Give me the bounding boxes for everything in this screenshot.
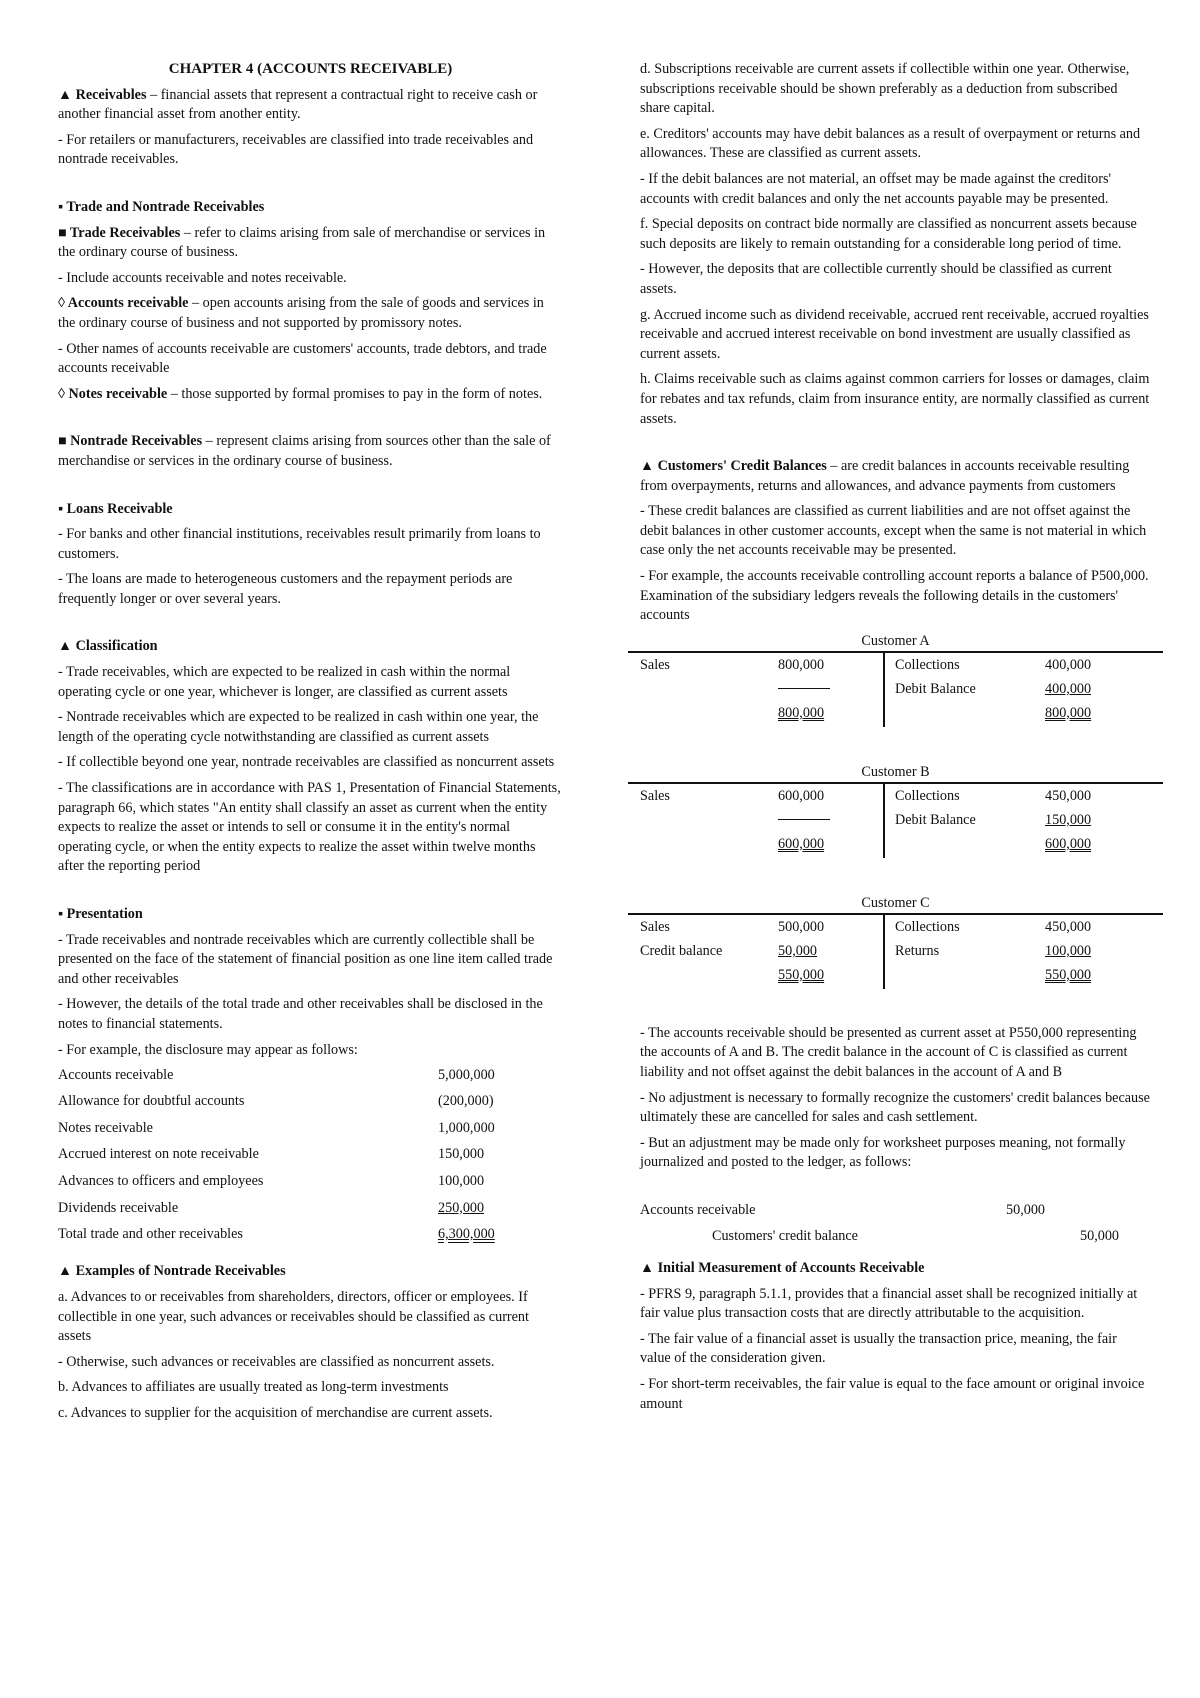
classification-heading-text: ▲ Classification [58, 638, 158, 655]
trade-include-note: - Include accounts receivable and notes receivable. [58, 269, 347, 286]
trade-receivables-definition [58, 224, 563, 263]
item-g: g. Accrued income such as dividend receivable, accrued rent receivable, accrued royalties receivable and accrued interest receivable on bond investment are usually classified as current assets. [640, 306, 1149, 362]
initial-paragraph-1: - PFRS 9, paragraph 5.1.1, provides that a financial asset shall be recognized initially at fair value plus transaction costs that are directly attributable to the acquisition. [640, 1285, 1138, 1322]
presentation-paragraph-3: - For example, the disclosure may appear as follows: [58, 1041, 358, 1058]
loans-paragraph-2: - The loans are made to heterogeneous customers and the repayment periods are frequently longer or over several years. [58, 571, 513, 607]
disclosure-amount: 150,000 [438, 1146, 485, 1163]
worksheet-entry [640, 1201, 1150, 1253]
t-account-label: Sales [640, 918, 670, 935]
item-e: e. Creditors' accounts may have debit balances as a result of overpayment or returns and allowances. These are classified as current assets. [640, 125, 1141, 162]
disclosure-label: Notes receivable [58, 1119, 153, 1136]
ccb-paragraph-2: - These credit balances are classified as current liabilities and are not offset against the debit balances in other customer accounts, except when the same is not material in which case only the net accounts receivable may be presented. [640, 503, 1147, 559]
disclosure-amount: 1,000,000 [438, 1119, 495, 1136]
t-account-label: Returns [895, 942, 940, 959]
t-account-label: Collections [895, 656, 960, 673]
after-paragraph-2: - No adjustment is necessary to formally recognize the customers' credit balances because ultimately these are cancelled for sales and cash settlement. [640, 1089, 1150, 1126]
nontrade-receivables-term: ■ Nontrade Receivables [58, 433, 203, 450]
notes-receivable-term: ◊ Notes receivable [58, 385, 168, 402]
table-row [58, 1195, 503, 1222]
table-row [58, 1062, 503, 1089]
table-row [58, 1089, 503, 1116]
customers-credit-balances-term: ▲ Customers' Credit Balances [640, 458, 827, 475]
presentation-paragraph-1: - Trade receivables and nontrade receivables which are currently collectible shall be presented on the face of the statement of financial position as one line item called trade and other receivables [58, 931, 553, 987]
receivables-definition [58, 86, 563, 125]
t-account-title: Customer B [861, 763, 930, 780]
ccb-paragraph-3: - For example, the accounts receivable controlling account reports a balance of P500,000. Examination of the subsidiary ledgers reveals the following details in the customers' accounts [640, 568, 1149, 624]
accounts-receivable-term: ◊ Accounts receivable [58, 295, 189, 312]
t-account-total: 600,000 [1045, 835, 1092, 852]
disclosure-amount: 100,000 [438, 1173, 485, 1190]
t-account-label: Sales [640, 656, 670, 673]
example-b: b. Advances to affiliates are usually treated as long-term investments [58, 1379, 449, 1396]
t-account-amount: 150,000 [1045, 811, 1092, 828]
t-account-amount: 50,000 [778, 942, 818, 959]
loans-heading-text: ▪ Loans Receivable [58, 500, 173, 517]
classification-paragraph-1: - Trade receivables, which are expected to be realized in cash within the normal operating cycle or one year, whichever is longer, are classified as current assets [58, 664, 511, 700]
receivables-def-text: – financial assets that represent a contractual right to receive cash or another financial asset from another entity. [58, 86, 538, 123]
disclosure-label: Allowance for doubtful accounts [58, 1093, 245, 1110]
classification-paragraph-4: - The classifications are in accordance with PAS 1, Presentation of Financial Statements, paragraph 66, which states "An entity shall classify an asset as current when the entity expects to realize the asset or intends to sell or consume it in the entity's normal operating cycle, or when the entity expects to realize the asset within twelve months after the reporting period [58, 780, 561, 875]
classification-heading [58, 637, 563, 657]
left-column [58, 60, 563, 1429]
disclosure-label: Dividends receivable [58, 1199, 179, 1216]
table-row [58, 1222, 503, 1249]
t-account-label: Collections [895, 918, 960, 935]
after-paragraph-3: - But an adjustment may be made only for worksheet purposes meaning, not formally journalized and posted to the ledger, as follows: [640, 1134, 1126, 1171]
t-account-amount: 400,000 [1045, 680, 1092, 697]
trade-nontrade-heading [58, 198, 563, 218]
entry-credit-amount: 50,000 [1080, 1228, 1120, 1244]
initial-paragraph-2: - The fair value of a financial asset is usually the transaction price, meaning, the fair value of the consideration given. [640, 1330, 1117, 1367]
item-e-note: - If the debit balances are not material, an offset may be made against the creditors' accounts with credit balances and only the net accounts payable may be presented. [640, 170, 1112, 207]
t-account-total: 800,000 [1045, 704, 1092, 721]
t-account-amount: 400,000 [1045, 656, 1092, 673]
disclosure-label: Advances to officers and employees [58, 1173, 264, 1190]
item-f-note: - However, the deposits that are collectible currently should be classified as current assets. [640, 261, 1112, 297]
notes-receivable-definition [58, 385, 563, 405]
t-account-title: Customer A [861, 632, 930, 649]
presentation-heading [58, 905, 563, 925]
disclosure-amount: (200,000) [438, 1093, 494, 1110]
t-account-label: Credit balance [640, 942, 723, 959]
table-row [58, 1115, 503, 1142]
t-account-amount: 600,000 [778, 787, 825, 804]
disclosure-amount: 250,000 [438, 1199, 485, 1216]
initial-paragraph-3: - For short-term receivables, the fair value is equal to the face amount or original invoice amount [640, 1375, 1145, 1412]
t-account-customer-b [628, 763, 1163, 863]
t-account-total: 550,000 [778, 966, 825, 983]
disclosure-label: Accounts receivable [58, 1066, 174, 1083]
ccb-def-text: – are credit balances in accounts receivable resulting from overpayments, returns and allowances, and advance payments from customers [640, 458, 1130, 494]
table-row [58, 1169, 503, 1196]
trade-nontrade-heading-text: ▪ Trade and Nontrade Receivables [58, 198, 265, 215]
disclosure-table [58, 1062, 503, 1248]
entry-credit-label: Customers' credit balance [712, 1228, 858, 1244]
disclosure-amount: 5,000,000 [438, 1066, 495, 1083]
t-account-customer-a [628, 632, 1163, 732]
t-account-amount: 800,000 [778, 656, 825, 673]
t-account-customer-c [628, 894, 1163, 994]
loans-paragraph-1: - For banks and other financial institutions, receivables result primarily from loans to customers. [58, 526, 541, 562]
t-account-total: 550,000 [1045, 966, 1092, 983]
receivables-classification-note: - For retailers or manufacturers, receivables are classified into trade receivables and nontrade receivables. [58, 131, 534, 168]
t-account-total: 800,000 [778, 704, 825, 721]
t-account-amount: 450,000 [1045, 787, 1092, 804]
trade-def-text: – refer to claims arising from sale of merchandise or services in the ordinary course of business. [58, 224, 546, 261]
classification-paragraph-3: - If collectible beyond one year, nontrade receivables are classified as noncurrent assets [58, 754, 555, 771]
nontrade-receivables-definition [58, 432, 563, 471]
entry-debit-label: Accounts receivable [640, 1202, 756, 1218]
t-account-amount: 500,000 [778, 918, 825, 935]
entry-debit-amount: 50,000 [1006, 1202, 1046, 1218]
initial-measurement-heading-text: ▲ Initial Measurement of Accounts Receivable [640, 1260, 925, 1276]
presentation-paragraph-2: - However, the details of the total trade and other receivables shall be disclosed in the notes to financial statements. [58, 996, 543, 1032]
nontrade-def-text: – represent claims arising from sources other than the sale of merchandise or services in the ordinary course of business. [58, 433, 551, 469]
after-paragraph-1: - The accounts receivable should be presented as current asset at P550,000 representing the accounts of A and B. The credit balance in the account of C is classified as current liability and not offset against the debit balances in the account of A and B [640, 1024, 1137, 1081]
presentation-heading-text: ▪ Presentation [58, 906, 143, 922]
t-account-total: 600,000 [778, 835, 825, 852]
example-a: a. Advances to or receivables from shareholders, directors, officer or employees. If collectible in one year, such advances or receivables should be classified as current assets [58, 1288, 529, 1345]
examples-heading-text: ▲ Examples of Nontrade Receivables [58, 1263, 286, 1280]
t-account-title: Customer C [861, 894, 930, 911]
right-column [640, 60, 1150, 1420]
trade-receivables-term: ■ Trade Receivables [58, 224, 181, 241]
t-account-label: Collections [895, 787, 960, 804]
t-account-amount: 450,000 [1045, 918, 1092, 935]
accounts-receivable-definition [58, 294, 563, 333]
classification-paragraph-2: - Nontrade receivables which are expected to be realized in cash within one year, the length of the operating cycle notwithstanding are classified as current assets [58, 709, 539, 745]
item-h: h. Claims receivable such as claims against common carriers for losses or damages, claim for rebates and tax refunds, claim from insurance entity, are normally classified as current assets. [640, 371, 1150, 427]
examples-heading [58, 1262, 563, 1282]
disclosure-total-label: Total trade and other receivables [58, 1226, 243, 1243]
item-f: f. Special deposits on contract bide normally are classified as noncurrent assets because such deposits are likely to remain outstanding for a considerable long period of time. [640, 216, 1137, 252]
loans-heading [58, 500, 563, 520]
item-d: d. Subscriptions receivable are current assets if collectible within one year. Otherwise, subscriptions receivable should be shown preferably as a deduction from subscribed share capital. [640, 61, 1130, 117]
table-row [58, 1142, 503, 1169]
example-a-otherwise: - Otherwise, such advances or receivables are classified as noncurrent assets. [58, 1353, 495, 1370]
t-account-amount: 100,000 [1045, 942, 1092, 959]
example-c: c. Advances to supplier for the acquisition of merchandise are current assets. [58, 1404, 493, 1421]
chapter-title: CHAPTER 4 (ACCOUNTS RECEIVABLE) [168, 61, 453, 77]
customers-credit-balances-definition [640, 457, 1150, 496]
t-account-label: Debit Balance [895, 680, 976, 697]
nr-def-text: – those supported by formal promises to pay in the form of notes. [167, 385, 543, 402]
ar-other-names: - Other names of accounts receivable are customers' accounts, trade debtors, and trade accounts receivable [58, 340, 547, 377]
initial-measurement-heading [640, 1259, 1150, 1279]
ar-def-text: – open accounts arising from the sale of goods and services in the ordinary course of business and not supported by promissory notes. [58, 295, 544, 331]
receivables-term: ▲ Receivables [58, 86, 147, 103]
t-account-label: Sales [640, 787, 670, 804]
disclosure-label: Accrued interest on note receivable [58, 1146, 259, 1163]
disclosure-total-amount: 6,300,000 [438, 1226, 495, 1243]
t-account-label: Debit Balance [895, 811, 976, 828]
